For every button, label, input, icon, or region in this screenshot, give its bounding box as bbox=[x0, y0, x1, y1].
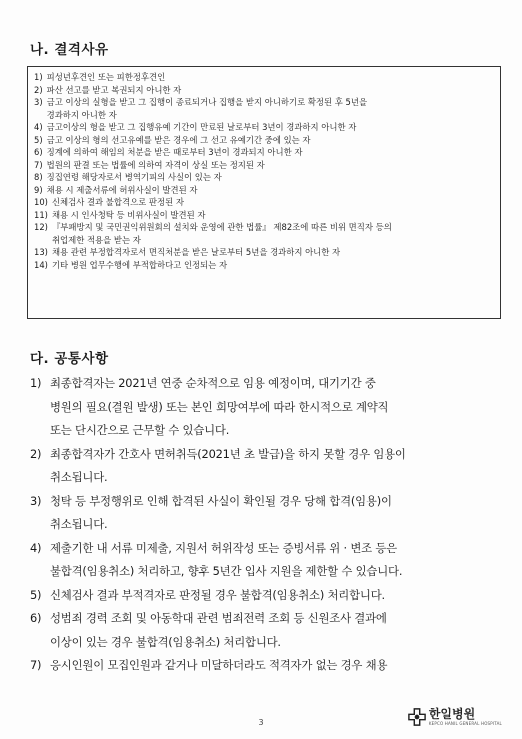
item-text bbox=[52, 209, 206, 222]
item-line: 이상이 있는 경우 불합격(임용취소) 처리합니다. bbox=[50, 634, 281, 649]
item-text bbox=[50, 443, 506, 490]
item-line: 채용 관련 부정합격자로서 면직처분을 받은 날로부터 5년을 경과하지 아니한 자 bbox=[51, 247, 341, 257]
item-line: 금고이상의 형을 받고 그 집행유예 기간이 만료된 날로부터 3년이 경과하지 아니한 자 bbox=[46, 122, 357, 132]
list-item bbox=[30, 372, 506, 443]
item-line: 피성년후견인 또는 피한정후견인 bbox=[46, 72, 166, 82]
item-line: 제출기한 내 서류 미제출, 지원서 허위작성 또는 증빙서류 위 · 변조 등은 bbox=[50, 540, 397, 555]
logo-subtext: KEPCO HANIL GENERAL HOSPITAL bbox=[428, 721, 502, 726]
item-text bbox=[52, 259, 227, 272]
item-text bbox=[50, 584, 506, 608]
logo-text: 한일병원 bbox=[428, 707, 476, 721]
item-line: 채용 시 제출서류에 허위사실이 발견된 자 bbox=[46, 184, 198, 195]
hospital-cross-icon bbox=[408, 708, 426, 726]
item-number: 4) bbox=[30, 540, 42, 555]
page-number: 3 bbox=[258, 718, 264, 727]
item-text bbox=[47, 184, 198, 197]
item-line: 『부패방지 및 국민권익위원회의 설치와 운영에 관한 법률』 제82조에 따른 비위 면직자 등의 bbox=[51, 222, 392, 232]
item-number: 2) bbox=[34, 84, 43, 95]
list-item bbox=[30, 654, 506, 678]
item-number: 7) bbox=[34, 159, 43, 170]
list-item bbox=[34, 221, 494, 246]
item-line: 병원의 필요(결원 발생) 또는 본인 희망여부에 따라 한시적으로 계약직 bbox=[50, 399, 389, 414]
item-line: 응시인원이 모집인원과 같거나 미달하더라도 적격자가 없는 경우 채용 bbox=[50, 658, 388, 672]
item-line: 법원의 판결 또는 법률에 의하여 자격이 상실 또는 정지된 자 bbox=[46, 159, 265, 170]
item-line: 신체검사 결과 부적격자로 판정될 경우 불합격(임용취소) 처리합니다. bbox=[50, 587, 385, 602]
disqualification-box bbox=[27, 66, 501, 319]
item-number: 11) bbox=[34, 209, 48, 220]
list-item bbox=[30, 584, 506, 608]
list-item bbox=[30, 537, 506, 584]
item-text bbox=[47, 121, 357, 134]
hospital-logo bbox=[408, 708, 502, 726]
item-number: 12) bbox=[34, 222, 48, 232]
item-line: 파산 선고를 받고 복권되지 아니한 자 bbox=[46, 84, 182, 95]
item-text bbox=[52, 196, 184, 209]
list-item bbox=[34, 184, 494, 197]
item-number: 3) bbox=[30, 493, 42, 508]
item-line: 불합격(임용취소) 처리하고, 향후 5년간 입사 지원을 제한할 수 있습니다. bbox=[50, 564, 403, 578]
list-item bbox=[34, 159, 494, 172]
item-text bbox=[50, 372, 506, 443]
list-item bbox=[34, 209, 494, 222]
item-text bbox=[50, 490, 506, 537]
item-line: 취소됩니다. bbox=[50, 517, 108, 531]
item-text bbox=[47, 96, 367, 121]
item-number: 2) bbox=[30, 446, 42, 461]
item-number: 6) bbox=[34, 147, 43, 157]
item-line: 또는 단시간으로 근무할 수 있습니다. bbox=[50, 423, 230, 437]
item-line: 성범죄 경력 조회 및 아동학대 관련 범죄전력 조회 등 신원조사 결과에 bbox=[50, 611, 387, 625]
item-number: 3) bbox=[34, 97, 43, 107]
item-number: 4) bbox=[34, 122, 43, 132]
item-number: 5) bbox=[30, 587, 42, 602]
list-item bbox=[34, 146, 494, 159]
list-item bbox=[34, 246, 494, 259]
item-line: 채용 시 인사청탁 등 비위사실이 발견된 자 bbox=[51, 209, 206, 220]
list-item bbox=[34, 71, 494, 84]
list-item bbox=[30, 490, 506, 537]
list-item bbox=[30, 607, 506, 654]
list-item bbox=[34, 134, 494, 147]
list-item bbox=[34, 171, 494, 184]
item-line: 취소됩니다. bbox=[50, 470, 108, 484]
list-item bbox=[34, 196, 494, 209]
item-line: 신체검사 결과 불합격으로 판정된 자 bbox=[51, 197, 184, 207]
item-number: 1) bbox=[34, 72, 43, 82]
item-line: 징계에 의하여 해임의 처분을 받은 때로부터 3년이 경과되지 아니한 자 bbox=[46, 147, 303, 157]
item-line: 기타 병원 업무수행에 부적합하다고 인정되는 자 bbox=[51, 259, 228, 270]
item-number: 13) bbox=[34, 247, 48, 257]
item-number: 5) bbox=[34, 134, 43, 145]
section-title-disqualification: 나. 결격사유 bbox=[30, 42, 109, 58]
item-number: 8) bbox=[34, 172, 43, 182]
list-item bbox=[34, 259, 494, 272]
item-number: 14) bbox=[34, 259, 48, 270]
item-line: 최종합격자가 간호사 면허취득(2021년 초 발급)을 하지 못할 경우 임용이 bbox=[50, 446, 406, 461]
list-item bbox=[34, 121, 494, 134]
item-number: 10) bbox=[34, 197, 48, 207]
item-line: 청탁 등 부정행위로 인해 합격된 사실이 확인될 경우 당해 합격(임용)이 bbox=[50, 493, 392, 508]
item-number: 1) bbox=[30, 376, 42, 390]
item-text bbox=[47, 146, 303, 159]
list-item bbox=[34, 96, 494, 121]
item-line: 취업제한 적용을 받는 자 bbox=[51, 234, 141, 245]
item-text bbox=[47, 134, 311, 147]
list-item bbox=[30, 443, 506, 490]
item-text bbox=[50, 607, 506, 654]
item-line: 징집연령 해당자로서 병역기피의 사실이 있는 자 bbox=[46, 172, 222, 182]
section-title-common: 다. 공통사항 bbox=[30, 351, 109, 367]
item-text bbox=[47, 171, 222, 184]
item-text bbox=[52, 246, 340, 259]
item-text bbox=[50, 654, 506, 678]
item-text bbox=[47, 159, 265, 172]
item-text bbox=[47, 84, 182, 97]
item-line: 경과하지 아니한 자 bbox=[46, 109, 117, 120]
item-number: 6) bbox=[30, 611, 42, 625]
common-items-list bbox=[30, 372, 506, 678]
list-item bbox=[34, 84, 494, 97]
item-text bbox=[47, 71, 166, 84]
item-number: 7) bbox=[30, 658, 42, 672]
item-line: 최종합격자는 2021년 연중 순차적으로 임용 예정이며, 대기기간 중 bbox=[50, 376, 376, 390]
item-number: 9) bbox=[34, 184, 43, 195]
item-text bbox=[52, 221, 392, 246]
item-line: 금고 이상의 실형을 받고 그 집행이 종료되거나 집행을 받지 아니하기로 확정된 후 5년을 bbox=[46, 97, 368, 107]
item-text bbox=[50, 537, 506, 584]
item-line: 금고 이상의 형의 선고유예를 받은 경우에 그 선고 유예기간 중에 있는 자 bbox=[46, 134, 311, 145]
